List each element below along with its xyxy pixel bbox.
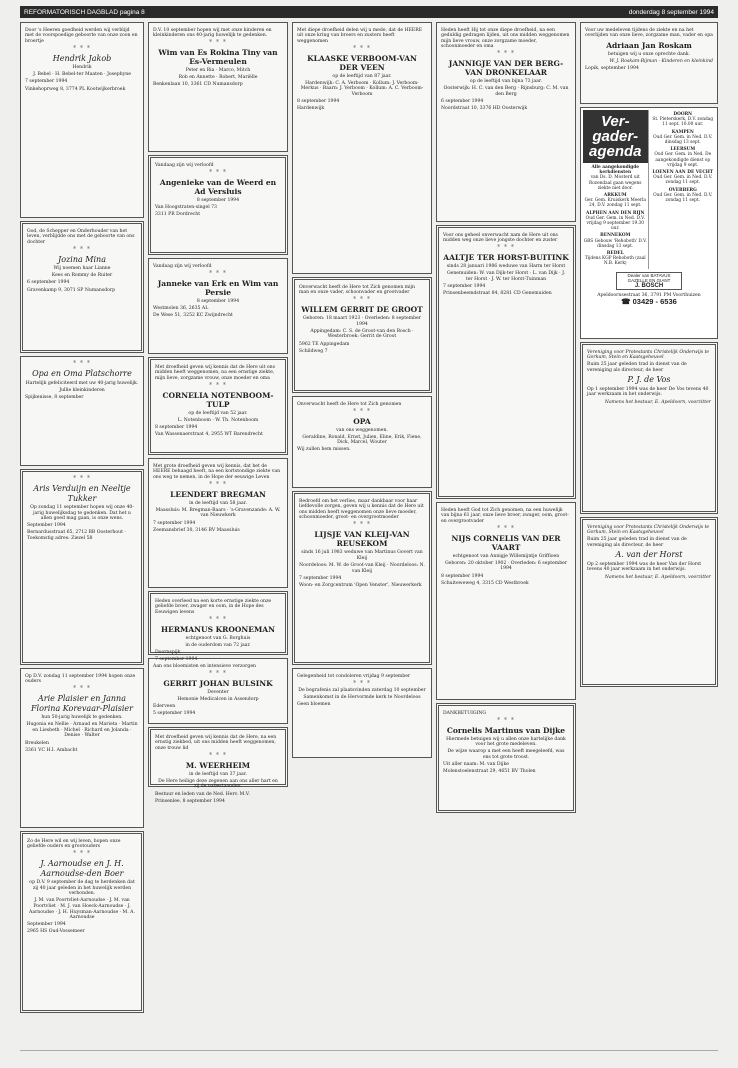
notice-name: NIJS CORNELIS VAN DER VAART bbox=[451, 533, 561, 552]
notice bbox=[436, 22, 576, 222]
notice-divider: * * * bbox=[73, 685, 91, 693]
notice-address: Molenstoelenstraat 29, 4651 BV Tholen bbox=[443, 769, 536, 775]
column-1 bbox=[20, 22, 144, 1016]
notice-subtitle: op de leeftijd van bijna 73 jaar. bbox=[469, 79, 543, 85]
page-header bbox=[20, 6, 718, 18]
notice-name: LEENDERT BREGMAN bbox=[170, 489, 266, 499]
notice-date: Breukelen bbox=[25, 740, 49, 746]
notice-family: Oosterwijk: H. C. van den Berg · Rijnsburg: C. M. van den Berg bbox=[443, 86, 569, 98]
notice-name: HERMANUS KROONEMAN bbox=[161, 624, 275, 634]
notice-subtitle: in de leeftijd van 58 jaar. bbox=[189, 500, 247, 506]
notice-address: Schuiteweweg 4, 3315 CD Westbroek bbox=[441, 580, 529, 586]
anniversary-notice bbox=[580, 517, 718, 687]
notice-signature: Namens het bestuur, E. Apeldoorn, voorzitter bbox=[604, 574, 711, 580]
column-3 bbox=[292, 22, 432, 761]
notice-name: Janneke van Erk en Wim van Persie bbox=[157, 278, 279, 297]
notice-subtitle: hun 50-jarig huwelijk te gedenken. bbox=[41, 715, 123, 721]
notice-name: JANNIGJE VAN DER BERG-VAN DRONKELAAR bbox=[448, 59, 564, 78]
notice-date: 7 september 1994 bbox=[299, 575, 342, 581]
notice-subtitle: op D.V. 9 september de dag te herdenken dat zij 40 jaar geleden in het huwelijk werden verbonden. bbox=[29, 880, 135, 897]
notice-intro: Met droefheid geven wij kennis dat de Here, na een ernstig ziekbed, uit ons midden heeft weggenomen, onze trouw lid bbox=[155, 734, 277, 751]
notice-intro: Heden heeft Hij tot onze diepe droefheid, na een geduldig gedragen lijden, uit ons midden weggenomen mijn lieve vrouw, onze zorgzame moeder, schoonmoeder en oma bbox=[441, 27, 570, 50]
notice-date: 8 september 1994 bbox=[297, 99, 340, 105]
notice-subtitle: betuigen wij u onze oprechte dank. bbox=[607, 51, 691, 57]
notice-subtitle: Hartelijk gefeliciteerd met uw 40-jarig huwelijk. bbox=[25, 380, 139, 386]
notice-intro: Gelegenheid tot condoleren vrijdag 9 september bbox=[297, 673, 411, 679]
notice bbox=[292, 396, 432, 488]
notice-divider: * * * bbox=[209, 269, 227, 277]
notice bbox=[148, 258, 288, 354]
notice-name: Arie Plaisier en Janna Florina Korevaar-Plaisier bbox=[31, 694, 133, 713]
notice-family: Rob en Annette · Robert, Mariëlle bbox=[178, 75, 258, 81]
notice-date: September 1994 bbox=[27, 922, 66, 928]
notice-body: Op 1 september 1994 was de heer De Vos tevens 40 jaar werkzaam in het onderwijs. bbox=[587, 386, 709, 398]
notice-name: Hendrik Jakob bbox=[52, 53, 112, 63]
notice bbox=[436, 502, 576, 700]
notice-name: J. Aarnoudse en J. H. Aarnoudse-den Boer bbox=[40, 859, 124, 878]
notice-family: De Here heilige deze zegenen aan ons aller hart en zij de nabestaanden. bbox=[158, 778, 278, 790]
notice-address: Vinkehoprweg 8, 3774 PL Kootwijkerbroek bbox=[25, 86, 126, 92]
column-2 bbox=[148, 22, 288, 804]
notice-address: Woon- en Zorgcentrum 'Open Venster', Nieuwerkerk bbox=[299, 582, 422, 588]
agenda-details: Oud Ger. Gem. in Ned. D.V. vrijdag 9 september 19.30 uur. bbox=[585, 215, 645, 232]
agenda-details: Oud Ger. Gem. in Ned. D.V. zondag 11 sept. bbox=[653, 192, 713, 204]
notice-address: Hardenwijk bbox=[297, 106, 325, 112]
notice-family: Kees en Rommy de Ruiter bbox=[51, 273, 113, 279]
notice-name: AALTJE TER HORST-BUITINK bbox=[443, 253, 569, 263]
notice-divider: * * * bbox=[497, 716, 515, 724]
notice bbox=[20, 22, 144, 218]
agenda-details: Oud Ger. Gem. in Ned. De aangekondigde dienst op vrijdag 9 sept. bbox=[654, 152, 712, 168]
notice-organisation: Vereniging voor Protestants Christelijk Onderwijs te Gorkum, Stein en Kaatsgeheuvel bbox=[587, 524, 710, 536]
notice-intro: DANKBETUIGING bbox=[443, 710, 487, 716]
notice bbox=[148, 591, 288, 663]
notice-name: GERRIT JOHAN BULSINK bbox=[163, 678, 273, 688]
notice-name: P. J. de Vos bbox=[627, 375, 671, 385]
notice-divider: * * * bbox=[209, 39, 227, 47]
notice-address: 3361 VC H.I. Ambacht bbox=[25, 747, 78, 753]
notice-subtitle: Peter en Ria · Marco, Mitch bbox=[185, 68, 251, 74]
agenda-item bbox=[651, 147, 716, 168]
shop-phone-number: 03429 - 6536 bbox=[632, 296, 677, 306]
notice-name: M. WEERHEIM bbox=[185, 760, 251, 770]
notice bbox=[148, 357, 288, 455]
notice-family: Geraldine, Ronald, Ernst, Julien, Eline, Erik, Fiene, Dick, Marcel, Wouter bbox=[302, 434, 422, 446]
notice-family: Appingedam: C. S. de Groot-van den Bosch · Westerbroek: Gerrit de Groot bbox=[310, 328, 414, 340]
agenda-place: Alle aangekondigde kerkdiensten bbox=[591, 165, 640, 176]
notice-family: 8 september 1994 bbox=[196, 298, 240, 304]
agenda-item bbox=[651, 130, 716, 146]
notice-divider: * * * bbox=[73, 475, 91, 482]
notice-intro: Vandaag zijn wij verloofd bbox=[153, 263, 212, 269]
notice-divider: * * * bbox=[353, 296, 371, 304]
notice bbox=[148, 458, 288, 588]
phone-icon: ☎ bbox=[621, 296, 631, 306]
notice-intro: D.V. 10 september hopen wij met onze kinderen en kleinkinderen ons 40-jarig huwelijk te gedenken. bbox=[153, 27, 272, 39]
notice-address: Bernardusstraat 65, 2712 BB Oosterhout · Toekomstig adres: Ziezel 58 bbox=[27, 530, 126, 541]
notice-family: Genemuiden: W. van Dijk-ter Horst · L. van Dijk · J. ter Horst · J. W. ter Horst-Tuinman bbox=[446, 271, 566, 282]
notice bbox=[148, 22, 288, 152]
notice-name: Jozina Mina bbox=[58, 254, 106, 264]
notice-name: Wim van Es Rokina Tiny van Es-Vermeulen bbox=[158, 48, 278, 67]
notice bbox=[20, 221, 144, 353]
notice bbox=[292, 668, 432, 758]
notice-date: 7 september 1994 bbox=[443, 283, 486, 289]
agenda-details: van Ds. D. Mosterd uit Rozendaal gaan wegens ziekte niet door. bbox=[588, 175, 642, 191]
notice-divider: * * * bbox=[73, 360, 91, 367]
agenda-item bbox=[651, 170, 716, 186]
shop-line-2: GAZELLE EN GIANT bbox=[627, 278, 671, 284]
notice-signature: Namens het bestuur, E. Apeldoorn, voorzitter bbox=[604, 399, 711, 405]
notice-date: Uit aller naam: M. van Dijke bbox=[443, 761, 509, 767]
agenda-item bbox=[583, 193, 648, 209]
notice-date: 7 september 1994 bbox=[25, 79, 68, 85]
notice-family: 8 september 1994 bbox=[196, 197, 240, 203]
notice-name: Aris Verduijn en Neeltje Tukker bbox=[33, 484, 131, 503]
notice-intro: Onverwacht heeft de Here tot Zich genomen mijn man en onze vader, schoonvader en grootvader bbox=[299, 284, 416, 296]
agenda-item bbox=[583, 233, 648, 249]
agenda-item bbox=[583, 251, 648, 267]
notice-date: 6 september 1994 bbox=[441, 99, 484, 105]
notice-family: J. Bebel · H. Bebel-ter Maaten · Josephyne bbox=[33, 72, 131, 78]
notice bbox=[148, 658, 288, 724]
notice-date: 5962 TE Appingedam bbox=[299, 341, 350, 347]
agenda-item bbox=[651, 188, 716, 204]
notice-name: CORNELIA NOTENBOOM-TULP bbox=[162, 390, 274, 409]
notice-divider: * * * bbox=[497, 50, 515, 58]
agenda-place: LOENEN AAN DE VECHT bbox=[652, 170, 714, 176]
notice-subtitle: echtgenoot van G. Borghuis bbox=[185, 635, 251, 641]
agenda-place: ALPHEN AAN DEN RIJN bbox=[586, 210, 645, 216]
agenda-details: Ger. Gem. Kruiskerk Meerla 24, D.V. zondag 11 sept. bbox=[584, 198, 646, 209]
agenda-place: OVERBERG bbox=[668, 187, 697, 193]
notice-intro: Op D.V. zondag 11 september 1994 hopen onze ouders bbox=[25, 673, 136, 685]
notice-intro: Heden overleed na een korte ernstige ziekte onze geliefde broer, zwager en oom, in de Hope des Eeuwigen levens bbox=[155, 598, 272, 615]
notice-divider: * * * bbox=[73, 44, 91, 52]
notice-date: Doornspijk bbox=[155, 649, 181, 655]
notice-intro: Bedroefd om het verlies, maar dankbaar voor haar liefdevolle zorgen, geven wij u kennis dat de Here uit ons midden heeft weggenomen onze lieve moeder, schoonmoeder, groot- en overgrootmoeder bbox=[299, 498, 424, 521]
agenda-item bbox=[583, 211, 648, 232]
notice-address: Gravenkamp 9, 3071 SP Numansdorp bbox=[27, 287, 116, 293]
agenda-details: GBS Gebouw 'Rehoboth' D.V. dinsdag 13 sept. bbox=[583, 238, 647, 249]
notice-organisation: Vereniging voor Protestants Christelijk Onderwijs te Gorkum, Stein en Kaatsgeheuvel bbox=[587, 349, 710, 361]
anniversary-notice bbox=[580, 342, 718, 514]
notice-family: De wijze waarop u met een heeft meegeleefd, was ons tot grote troost. bbox=[447, 749, 565, 760]
notice-address: Benkenlaan 10, 3361 CD Numansdorp bbox=[153, 82, 243, 88]
notice-subtitle: Hiermede betuigen wij u allen onze hartelijke dank voor het grote medeleven. bbox=[446, 736, 566, 748]
notice-intro: Onverwacht heeft de Here tot Zich genomen bbox=[297, 401, 402, 407]
issue-date: donderdag 8 september 1994 bbox=[628, 8, 714, 16]
column-5 bbox=[580, 22, 718, 690]
notice-name: Angenieke van de Weerd en Ad Versluis bbox=[159, 177, 277, 196]
notice-divider: * * * bbox=[209, 381, 227, 389]
notice-address: Prinsenbeemdstraat 84, 8281 CD Genemuiden bbox=[443, 291, 552, 297]
agenda-item bbox=[651, 112, 716, 128]
notice-intro: Zo de Here wil en wij leven, hopen onze geliefde ouders en grootouders bbox=[27, 838, 121, 850]
notice-intro: Vandaag zijn wij verloofd bbox=[155, 162, 214, 168]
notice-date: Bestuur en leden van de Ned. Herv. M.V. bbox=[155, 791, 250, 797]
meeting-agenda bbox=[580, 107, 718, 339]
notice-date: Westmolen 36, 2635 AL bbox=[153, 305, 209, 311]
notice-subtitle: echtgenoot van Annigje Willemijntje Griffioen bbox=[452, 553, 560, 559]
notice bbox=[20, 356, 144, 466]
notice-subtitle: op de leeftijd van 87 jaar. bbox=[332, 73, 392, 79]
notice-address: 2965 HS Oud-Vossemeer bbox=[27, 929, 85, 935]
notice-date: 8 september 1994 bbox=[155, 424, 198, 430]
notice-intro: Met droefheid geven wij kennis dat de Here uit ons midden heeft weggenomen, na een ernstige ziekte, mijn lieve, zorgzame vrouw, onze moeder en oma bbox=[155, 364, 276, 381]
notice-intro: Heden heeft God tot Zich genomen, na een huwelijk van bijna 61 jaar, onze lieve broer, zwager, oom, groot- en overgrootvader bbox=[441, 507, 569, 524]
notice-date: 8 september 1994 bbox=[441, 573, 484, 579]
notice-intro: God, de Schepper en Onderhouder van het leven, verblijdde ons met de geboorte van ons dochter bbox=[27, 228, 135, 245]
notice-divider: * * * bbox=[209, 615, 227, 623]
notice-subtitle: op de leeftijd van 52 jaar. bbox=[188, 410, 248, 416]
shop-line-1: Dealer van BATAVUS bbox=[627, 272, 671, 278]
notice-family: Maassluis: M. Bregman-Baars · 's-Gravenzande: A. W. van Nieuwkerk bbox=[155, 507, 281, 519]
notice-subtitle: Deventer bbox=[207, 689, 229, 695]
agenda-place: KAMPEN bbox=[671, 129, 694, 135]
notice-name: Cornelis Martinus van Dijke bbox=[446, 725, 566, 735]
notice-name: A. van der Horst bbox=[615, 550, 683, 560]
notice-date: Geen bloemen bbox=[297, 702, 331, 708]
notice-intro: Ruim 25 jaar geleden trad in dienst van de vereniging als directeur, de heer bbox=[587, 362, 687, 373]
notice-family: Jullie kleinkinderen bbox=[59, 387, 105, 393]
notice bbox=[20, 469, 144, 665]
notice-divider: * * * bbox=[353, 407, 371, 415]
thanks-notice bbox=[580, 22, 718, 104]
notice-subtitle: van ons weggenomen. bbox=[336, 427, 388, 433]
agenda-place: DOORN bbox=[673, 112, 693, 117]
notice-date: 6 september 1994 bbox=[27, 280, 70, 286]
agenda-details: Tijdens KGP Rehoboth (zaal N.B. Kerk) bbox=[584, 256, 646, 267]
notice-address: Spijkenisse, 8 september bbox=[25, 394, 84, 400]
notice-subtitle: in de leeftijd van 37 jaar. bbox=[189, 771, 247, 777]
notice-intro: Met diepe droefheid delen wij u mede, dat de HEERE uit onze kring van broers en zusters heeft weggenomen bbox=[297, 27, 423, 44]
notice bbox=[20, 831, 144, 1013]
notice-name: KLAASKE VERBOOM-VAN DER VEEN bbox=[307, 53, 417, 72]
shop-address: Apeldoornsestraat 36, 3791 PM Voorthuizen bbox=[597, 293, 701, 299]
notice-divider: * * * bbox=[497, 524, 515, 532]
notice-address: 3311 PR Dordrecht bbox=[155, 211, 201, 217]
notice-address: 7 september 1994 bbox=[155, 657, 198, 663]
notice-divider: * * * bbox=[73, 245, 91, 253]
agenda-place: LEERSUM bbox=[670, 147, 696, 153]
notice-address: Lopik, september 1994 bbox=[585, 65, 639, 71]
notice-subtitle: sinds 16 juli 1983 weduwe van Martinus Govert van Kleij bbox=[301, 550, 423, 561]
notice-name: WILLEM GERRIT DE GROOT bbox=[301, 305, 423, 315]
notice-address: Schildweg 7 bbox=[299, 348, 328, 354]
notice-family: L. Notenboom · W. Th. Notenboom bbox=[177, 417, 259, 423]
notice-divider: * * * bbox=[73, 850, 91, 858]
notice bbox=[20, 668, 144, 828]
agenda-logo: Ver-gader-agenda bbox=[583, 110, 648, 163]
notice-divider: * * * bbox=[209, 480, 227, 488]
notice-subtitle: Hendrik bbox=[72, 65, 92, 71]
notice-intro: Door 's Heeren goedheid werden wij verblijd met de voorspoedige geboorte van onze zoon en broertje bbox=[25, 27, 138, 44]
notice-subtitle: Geboren: 18 maart 1923 · Overleden: 8 september 1994 bbox=[303, 316, 421, 327]
notice-subtitle: De begrafenis zal plaatsvinden zaterdag 10 september bbox=[298, 688, 426, 694]
notice-family: J. M. van Poortvliet-Aarnoudse · J. M. van Poortvliet · M. J. van Hoeck-Aarnoudse · J. Aarnoudse · J. H. Huysman-Aarnoudse · M. A. Aarnoudse bbox=[29, 898, 135, 921]
notice-date: September 1994 bbox=[27, 523, 66, 529]
notice-body: Op 2 september 1994 was de heer Van der Horst tevens 40 jaar werkzaam in het onderwijs. bbox=[587, 561, 702, 573]
page-footer-rule bbox=[20, 1050, 718, 1059]
notice-address: Noordstraat 10, 3376 HD Oosterwijk bbox=[441, 106, 528, 112]
notice bbox=[148, 727, 288, 804]
notice-divider: * * * bbox=[209, 669, 227, 677]
notice bbox=[292, 277, 432, 393]
notice-name: Adriaan Jan Roskam bbox=[606, 40, 692, 50]
notice-family: Op zondag 11 september hopen wij onze 40-jarig huwelijksdag te gedenken. Dat het u allen goed mag gaan, is onze wens. bbox=[30, 505, 134, 522]
bike-shop-logo bbox=[616, 272, 682, 291]
notice-address: 5 september 1994 bbox=[153, 710, 196, 716]
notice-name: OPA bbox=[353, 416, 371, 426]
notice-family: W. J. Roskam-Bijman · Kinderen en kleinkind bbox=[609, 58, 713, 64]
notice-family: Noordeloos: M. W. de Groot-van Kleij · Noordeloos: N. van Kleij bbox=[299, 563, 425, 574]
agenda-place: BEDEL bbox=[606, 251, 624, 257]
notice-divider: * * * bbox=[353, 521, 371, 529]
notice-date: Ederveen bbox=[153, 703, 176, 709]
notice-family: Geboren: 20 oktober 1902 · Overleden: 6 september 1994 bbox=[444, 560, 568, 572]
agenda-place: BENNEKOM bbox=[600, 233, 631, 239]
notice-family: Hugonia en Nellie · Arnaud en Marieta · Martin en Liesbeth · Michel · Richard en Jolanda · Denise · Walter bbox=[26, 722, 138, 739]
notice bbox=[148, 155, 288, 255]
notice-divider: * * * bbox=[497, 244, 515, 252]
agenda-details: Oud Ger. Gem. in Ned. D.V. dinsdag 13 sept. bbox=[653, 134, 713, 146]
notice-divider: * * * bbox=[353, 44, 371, 52]
notice-address: Zeemansbrief 30, 3146 BV Maassluis bbox=[153, 527, 240, 533]
column-4 bbox=[436, 22, 576, 816]
notice-family: Hardenwijk: C. A. Verboom · Kollum: J. Verboom-Merkus · Baarn: J. Verboom · Kollum: A. C. Verboom-Verboom bbox=[300, 80, 424, 98]
notice-name: LIJSJE VAN KLEIJ-VAN REUSEKOM bbox=[314, 530, 410, 549]
notice-divider: * * * bbox=[353, 679, 371, 687]
agenda-place: ARKKUM bbox=[603, 193, 627, 199]
notice-subtitle: sinds 28 januari 1986 weduwe van Harm ter Horst bbox=[446, 264, 566, 270]
notice-divider: * * * bbox=[209, 168, 227, 176]
notice-name: Opa en Oma Platschorre bbox=[32, 369, 132, 378]
notice-date: Van Hoogstraten-singel 73 bbox=[155, 204, 217, 210]
notice-intro: Voor ons geheel onverwacht nam de Here uit ons midden weg onze lieve jongste dochter en zuster bbox=[443, 232, 558, 244]
agenda-item bbox=[583, 165, 648, 191]
notice-family: Hemonie Medicalcen in Assendorp bbox=[177, 696, 259, 702]
notice-date: Wij zullen hem missen. bbox=[297, 447, 351, 453]
notice-intro: Aan ons bloemisten en intensieve verzorgen bbox=[153, 663, 256, 669]
notice-intro: Met grote droefheid geven wij kennis, dat het de HEERE behaagd heeft, na een kortstondige ziekte van ons weg te nemen, in de Hope der eeuwige Leven bbox=[153, 463, 281, 480]
newspaper-page-label: REFORMATORISCH DAGBLAD pagina 8 bbox=[24, 8, 145, 16]
notice-family: Samenkomst in de Hervormde kerk te Noordeloos bbox=[303, 695, 421, 701]
agenda-details: Oud Ger. Gem. in Ned. D.V. zondag 11 sept. bbox=[653, 175, 713, 186]
notice-address: De Wese 51, 3252 KC Zwijndrecht bbox=[153, 312, 233, 318]
notice-intro: Voor uw medeleven tijdens de ziekte en na het overlijden van onze lieve, zorgzame man, vader en opa bbox=[585, 27, 713, 39]
notice-family: in de ouderdom van 72 jaar. bbox=[185, 642, 251, 648]
notice bbox=[436, 703, 576, 813]
notice-intro: Ruim 25 jaar geleden trad in dienst van de vereniging als directeur, de heer bbox=[587, 537, 687, 548]
notice-address: Prinsenlee, 8 september 1994 bbox=[155, 798, 225, 804]
notice bbox=[292, 22, 432, 274]
notice-date: 7 september 1994 bbox=[153, 520, 196, 526]
notice-subtitle: Wij noemen haar Lianne bbox=[53, 266, 111, 272]
notice bbox=[292, 491, 432, 665]
notice bbox=[436, 225, 576, 499]
shop-line-3: J. BOSCH bbox=[634, 282, 664, 289]
notice-divider: * * * bbox=[209, 751, 227, 759]
notice-address: Van Wassenaerstraat 4, 2955 WT Barendrecht bbox=[155, 432, 263, 438]
agenda-details: St. Pieterskerk, D.V. zondag 11 sept. 10.00 uur. bbox=[652, 117, 714, 128]
